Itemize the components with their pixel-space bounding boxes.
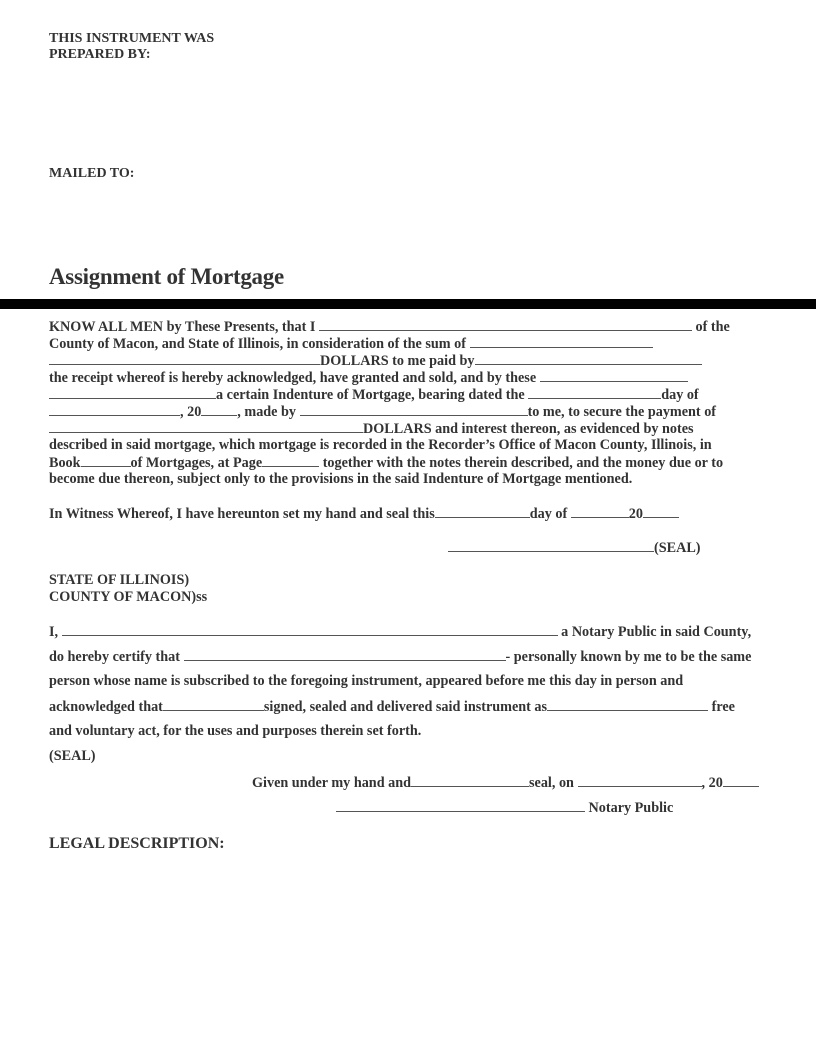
assignment-line-10: become due thereon, subject only to the provisions in the said Indenture of Mortgage mentioned. [49, 471, 633, 487]
payment-amount-blank[interactable] [49, 420, 363, 433]
witness-year-blank[interactable] [643, 505, 679, 518]
notary-line-3: person whose name is subscribed to the foregoing instrument, appeared before me this day in person and [49, 673, 684, 689]
mortgage-day-blank[interactable] [528, 386, 661, 399]
mortgagor-blank[interactable] [300, 403, 528, 416]
text: of the [691, 319, 730, 335]
text: , 20 [701, 775, 723, 791]
text: day of [661, 387, 699, 403]
assignor-name-blank[interactable] [319, 318, 692, 331]
assignment-line-7 [49, 420, 694, 438]
page-number-blank[interactable] [262, 454, 319, 467]
text: , made by [237, 404, 300, 420]
assignee-blank[interactable] [540, 369, 688, 382]
text: DOLLARS to me paid by [320, 353, 475, 369]
venue-state: STATE OF ILLINOIS) [49, 572, 190, 588]
assignment-line-1 [49, 318, 730, 336]
text: DOLLARS and interest thereon, as evidenced by notes [363, 421, 694, 437]
mortgage-year-blank[interactable] [201, 403, 237, 416]
text: , 20 [180, 404, 202, 420]
assignment-line-8: described in said mortgage, which mortgage is recorded in the Recorder’s Office of Macon County, Illinois, in [49, 437, 712, 453]
notary-signature-line [336, 799, 673, 817]
assignor-signature-line [448, 539, 701, 557]
text: a certain Indenture of Mortgage, bearing dated the [216, 387, 529, 403]
prepared-by-label-line2: PREPARED BY: [49, 47, 151, 62]
seal-label: (SEAL) [654, 540, 701, 556]
text: a Notary Public in said County, [557, 624, 752, 640]
assignment-line-5 [49, 386, 699, 404]
assignment-line-3 [49, 352, 702, 370]
text: free [708, 699, 735, 715]
notary-line-4 [49, 698, 735, 716]
sum-amount-blank[interactable] [470, 335, 653, 348]
notary-name-blank[interactable] [62, 623, 558, 636]
given-under-line [252, 774, 759, 792]
text: acknowledged that [49, 699, 163, 715]
text: KNOW ALL MEN by These Presents, that I [49, 319, 319, 335]
notarial-blank[interactable] [411, 774, 529, 787]
acknowledged-pronoun-blank[interactable] [163, 698, 264, 711]
legal-description-label: LEGAL DESCRIPTION: [49, 835, 225, 852]
certified-person-blank[interactable] [184, 648, 506, 661]
mailed-to-label: MAILED TO: [49, 166, 135, 181]
given-date-blank[interactable] [578, 774, 702, 787]
text: to me, to secure the payment of [527, 404, 717, 420]
paid-by-blank[interactable] [475, 352, 702, 365]
given-year-blank[interactable] [723, 774, 759, 787]
text: seal, on [529, 775, 578, 791]
assignment-line-9 [49, 454, 723, 472]
notary-line-1 [49, 623, 751, 641]
notary-signature-blank[interactable] [336, 799, 585, 812]
text: 20 [628, 506, 643, 522]
assignment-line-6 [49, 403, 716, 421]
dollars-written-blank[interactable] [49, 352, 320, 365]
prepared-by-label: THIS INSTRUMENT WAS [49, 31, 215, 46]
notary-seal-label: (SEAL) [49, 748, 96, 764]
assignment-line-2 [49, 335, 653, 353]
mortgage-month-blank[interactable] [49, 403, 180, 416]
notary-line-2 [49, 648, 751, 666]
witness-month-blank[interactable] [571, 505, 629, 518]
text: I, [49, 624, 62, 640]
notary-public-label: Notary Public [585, 800, 674, 816]
text: the receipt whereof is hereby acknowledged, have granted and sold, and by these [49, 370, 540, 386]
text: - personally known by me to be the same [505, 649, 752, 665]
text: signed, sealed and delivered said instrument as [263, 699, 548, 715]
text: of Mortgages, at Page [130, 455, 263, 471]
text: together with the notes therein described, and the money due or to [319, 455, 724, 471]
venue-county: COUNTY OF MACON)ss [49, 589, 208, 605]
act-type-blank[interactable] [547, 698, 708, 711]
witness-line [49, 505, 679, 523]
title-divider [0, 299, 816, 309]
text: In Witness Whereof, I have hereunton set my hand and seal this [49, 506, 435, 522]
document-title: Assignment of Mortgage [49, 264, 284, 289]
assignee-name-blank[interactable] [49, 386, 216, 399]
witness-day-blank[interactable] [435, 505, 530, 518]
text: day of [529, 506, 571, 522]
notary-line-5: and voluntary act, for the uses and purposes therein set forth. [49, 723, 422, 739]
assignment-line-4 [49, 369, 688, 387]
text: Book [49, 455, 81, 471]
text: Given under my hand and [252, 775, 412, 791]
book-number-blank[interactable] [81, 454, 131, 467]
text: do hereby certify that [49, 649, 184, 665]
text: County of Macon, and State of Illinois, in consideration of the sum of [49, 336, 470, 352]
assignor-signature-blank[interactable] [448, 539, 654, 552]
